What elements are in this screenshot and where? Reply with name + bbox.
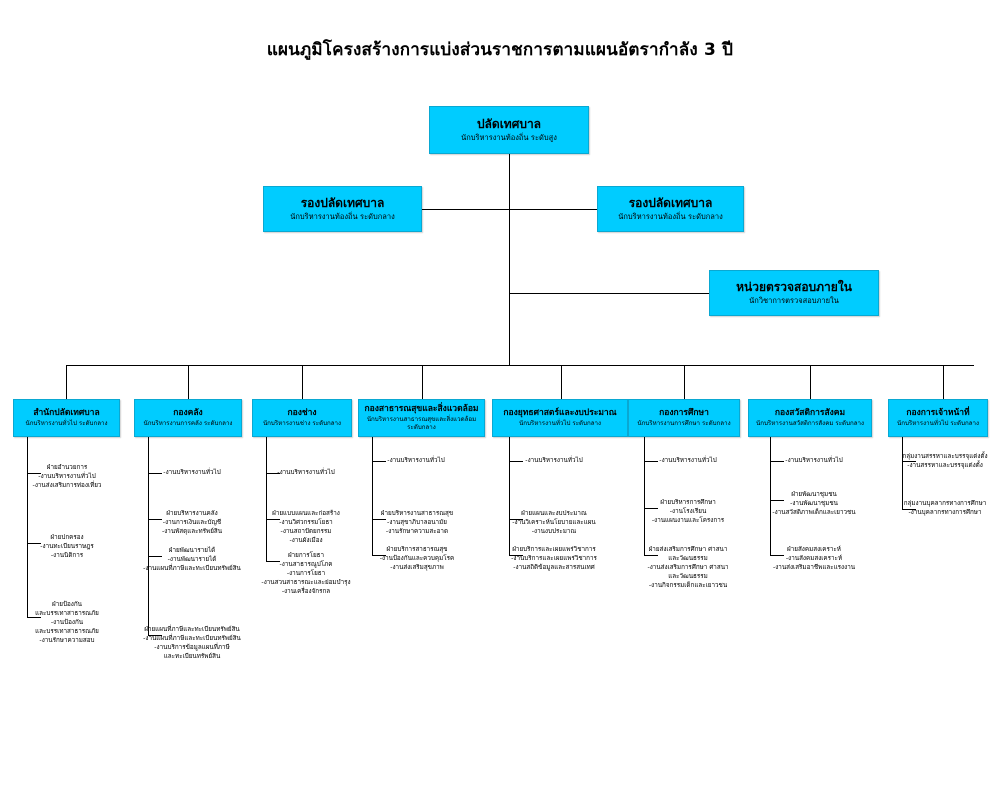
page-title: แผนภูมิโครงสร้างการแบ่งส่วนราชการตามแผนอัตรากำลัง 3 ปี	[266, 40, 734, 60]
line-drop-8	[943, 365, 944, 399]
box-division-4-title: กองสาธารณสุขและสิ่งแวดล้อม	[364, 404, 479, 415]
box-division-1-subtitle: นักบริหารงานทั่วไป ระดับกลาง	[25, 419, 108, 427]
box-division-5-title: กองยุทธศาสตร์และงบประมาณ	[503, 408, 617, 419]
box-division-1[interactable]	[13, 399, 120, 437]
box-division-6[interactable]	[628, 399, 740, 437]
line-col8-spine	[902, 437, 903, 509]
box-division-5-subtitle: นักบริหารงานทั่วไป ระดับกลาง	[518, 419, 601, 427]
line-division-bus	[66, 365, 974, 366]
line-drop-6	[684, 365, 685, 399]
box-division-8-title: กองการเจ้าหน้าที่	[906, 408, 970, 419]
line-col4-spine	[372, 437, 373, 555]
group-col1-3: ฝ่ายป้องกัน และบรรเทาสาธารณภัย -งานป้องกัน และบรรเทาสาธารณภัย -งานรักษาความสอบ	[35, 601, 99, 644]
box-division-6-subtitle: นักบริหารงานการศึกษา ระดับกลาง	[637, 419, 731, 427]
box-deputy-right-subtitle: นักบริหารงานท้องถิ่น ระดับกลาง	[618, 212, 723, 222]
box-division-7-subtitle: นักบริหารงานสวัสดิการสังคม ระดับกลาง	[755, 419, 865, 427]
box-division-7-title: กองสวัสดิการสังคม	[774, 408, 846, 419]
box-top[interactable]	[429, 106, 589, 154]
group-col2-4: ฝ่ายแผนที่ภาษีและทะเบียนทรัพย์สิน -งานแผนที่ภาษีและทะเบียนทรัพย์สิน -งานบริการข้อมูลแผนที่ภาษี และทะเบียนทรัพย์สิน	[143, 626, 241, 660]
box-division-2[interactable]	[134, 399, 242, 437]
group-col6-1: -งานบริหารงานทั่วไป	[659, 457, 717, 464]
group-col3-1: -งานบริหารงานทั่วไป	[277, 469, 335, 476]
box-deputy-right-title: รองปลัดเทศบาล	[628, 196, 713, 211]
line-drop-3	[302, 365, 303, 399]
box-division-2-title: กองคลัง	[173, 408, 203, 419]
line-deputy-bar	[422, 209, 597, 210]
group-col3-2: ฝ่ายแบบแผนและก่อสร้าง -งานวิศวกรรมโยธา -งานสถาปัตยกรรม -งานผังเมือง	[272, 510, 340, 544]
box-audit-title: หน่วยตรวจสอบภายใน	[736, 280, 852, 295]
group-col7-3: ฝ่ายสังคมสงเคราะห์ -งานสังคมสงเคราะห์ -งานส่งเสริมอาชีพและแรงงาน	[772, 546, 856, 571]
box-division-3-title: กองช่าง	[287, 408, 317, 419]
box-top-title: ปลัดเทศบาล	[476, 117, 542, 132]
line-drop-4	[422, 365, 423, 399]
group-col6-2: ฝ่ายบริหารการศึกษา -งานโรงเรียน -งานแผนงานและโครงการ	[651, 499, 725, 524]
box-audit-subtitle: นักวิชาการตรวจสอบภายใน	[749, 296, 839, 306]
group-col2-2: ฝ่ายบริหารงานคลัง -งานการเงินและบัญชี -งานพัสดุและทรัพย์สิน	[161, 510, 223, 535]
box-division-8-subtitle: นักบริหารงานทั่วไป ระดับกลาง	[896, 419, 979, 427]
box-division-4[interactable]	[358, 399, 485, 437]
group-col3-3: ฝ่ายการโยธา -งานสาธารณูปโภค -งานการโยธา -งานสวนสาธารณะและย่อมบำรุง -งานเครื่องจักรกล	[261, 552, 351, 595]
group-col8-2: กลุ่มงานบุคลากรทางการศึกษา -งานบุคลากรทางการศึกษา	[903, 500, 987, 516]
box-division-8[interactable]	[888, 399, 988, 437]
group-col7-1: -งานบริหารงานทั่วไป	[785, 457, 843, 464]
box-division-5[interactable]	[492, 399, 628, 437]
box-division-3[interactable]	[252, 399, 352, 437]
group-col5-2: ฝ่ายแผนและงบประมาณ -งานวิเคราะห์นโยบายและแผน -งานงบประมาณ	[512, 510, 596, 535]
group-col5-3: ฝ่ายบริการและเผยแพร่วิชาการ -งานบริการและเผยแพร่วิชาการ -งานสถิติข้อมูลและสารสนเทศ	[511, 546, 597, 571]
box-division-2-subtitle: นักบริหารงานการคลัง ระดับกลาง	[143, 419, 233, 427]
box-deputy-left[interactable]	[263, 186, 422, 232]
line-drop-1	[66, 365, 67, 399]
box-division-3-subtitle: นักบริหารงานช่าง ระดับกลาง	[262, 419, 342, 427]
group-col8-1: กลุ่มงานสรรหาและบรรจุแต่งตั้ง -งานสรรหาและบรรจุแต่งตั้ง	[902, 453, 988, 469]
line-drop-7	[810, 365, 811, 399]
box-top-subtitle: นักบริหารงานท้องถิ่น ระดับสูง	[461, 133, 557, 143]
group-col7-2: ฝ่ายพัฒนาชุมชน -งานพัฒนาชุมชน -งานสวัสดิภาพเด็กและเยาวชน	[772, 491, 856, 516]
line-col5-spine	[509, 437, 510, 555]
group-col4-2: ฝ่ายบริหารงานสาธารณสุข -งานสุขาภิบาลอนามัย -งานรักษาความสะอาด	[380, 510, 454, 535]
box-division-1-title: สำนักปลัดเทศบาล	[33, 408, 100, 419]
box-deputy-right[interactable]	[597, 186, 744, 232]
group-col4-1: -งานบริหารงานทั่วไป	[387, 457, 445, 464]
group-col5-1: -งานบริหารงานทั่วไป	[525, 457, 583, 464]
line-audit	[509, 293, 709, 294]
box-division-4-subtitle: นักบริหารงานสาธารณสุขและสิ่งแวดล้อม ระดับกลาง	[366, 416, 477, 431]
group-col6-3: ฝ่ายส่งเสริมการศึกษา ศาสนา และวัฒนธรรม -งานส่งเสริมการศึกษา ศาสนา และวัฒนธรรม -งานกิจกรรมเด็กและเยาวชน	[647, 546, 729, 589]
box-division-6-title: กองการศึกษา	[659, 408, 709, 419]
box-division-7[interactable]	[748, 399, 872, 437]
group-col2-3: ฝ่ายพัฒนารายได้ -งานพัฒนารายได้ -งานแผนที่ภาษีและทะเบียนทรัพย์สิน	[143, 547, 241, 572]
box-deputy-left-subtitle: นักบริหารงานท้องถิ่น ระดับกลาง	[290, 212, 395, 222]
group-col1-1: ฝ่ายอำนวยการ -งานบริหารงานทั่วไป -งานส่งเสริมการท่องเที่ยว	[32, 464, 102, 489]
line-drop-2	[188, 365, 189, 399]
group-col2-1: -งานบริหารงานทั่วไป	[163, 469, 221, 476]
group-col4-3: ฝ่ายบริการสาธารณสุข -งานป้องกันและควบคุมโรค -งานส่งเสริมสุขภาพ	[379, 546, 455, 571]
line-drop-5	[561, 365, 562, 399]
line-col6-spine	[644, 437, 645, 555]
line-trunk-top	[509, 154, 510, 365]
box-deputy-left-title: รองปลัดเทศบาล	[300, 196, 385, 211]
group-col1-2: ฝ่ายปกครอง -งานทะเบียนราษฎร -งานนิติการ	[40, 534, 94, 559]
box-audit[interactable]	[709, 270, 879, 316]
